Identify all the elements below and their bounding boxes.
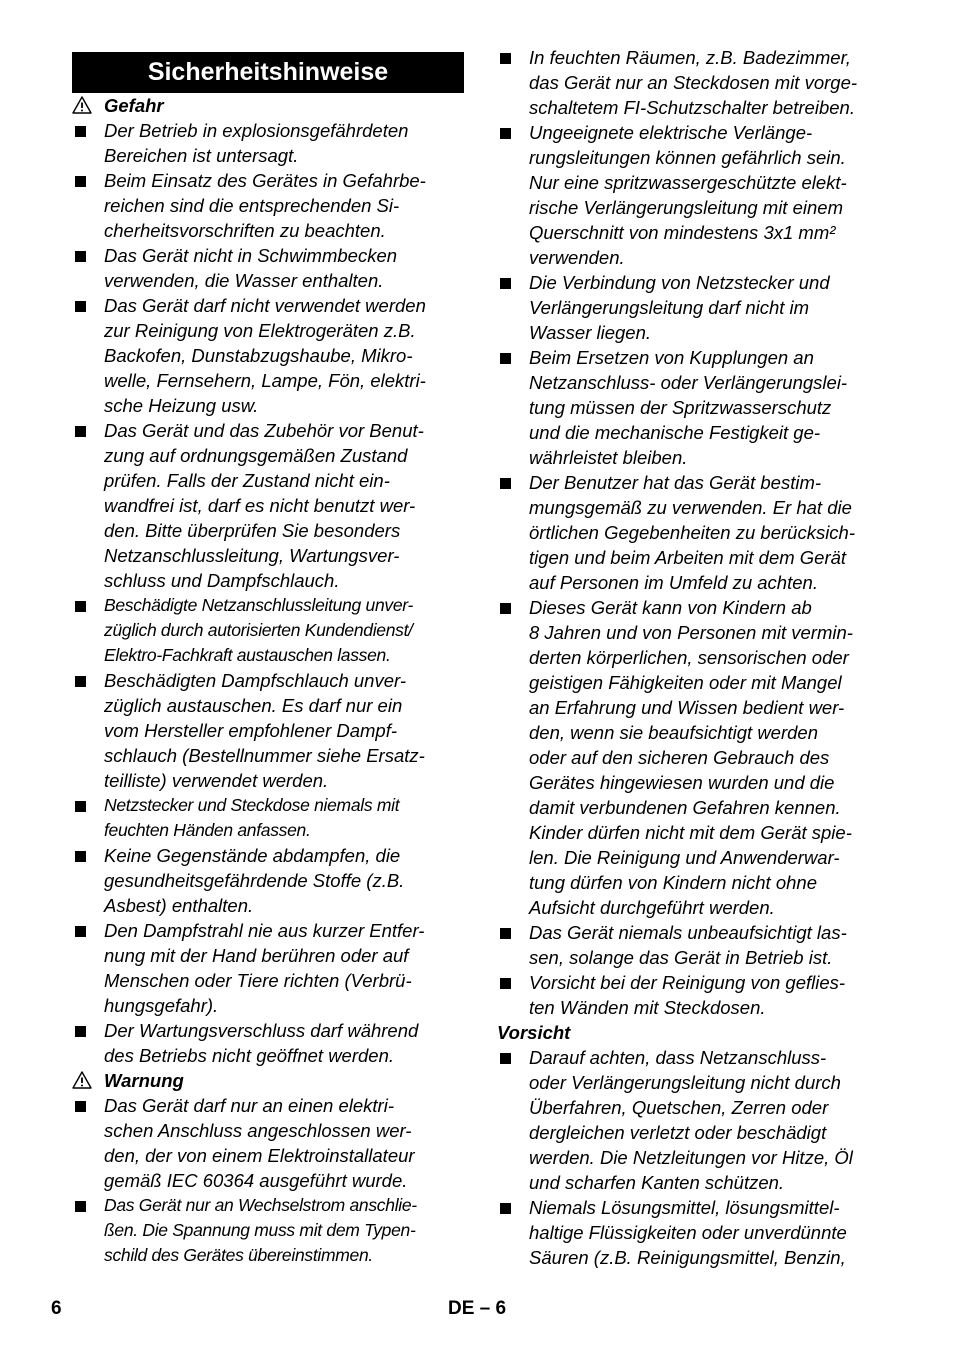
item-text-line: verwenden. [529, 247, 625, 268]
item-text-line: welle, Fernsehern, Lampe, Fön, elektri- [104, 370, 426, 391]
item-text-line: sen, solange das Gerät in Betrieb ist. [529, 947, 833, 968]
item-text-line: Vorsicht bei der Reinigung von geflies- [529, 972, 846, 993]
square-bullet-icon [75, 851, 86, 862]
page-number: 6 [51, 1298, 62, 1319]
item-text-line: züglich durch autorisierten Kundendienst/ [104, 620, 413, 640]
square-bullet-icon [75, 126, 86, 137]
item-text-line: Wasser liegen. [529, 322, 652, 343]
item-text-line: Beschädigte Netzanschlussleitung unver- [104, 595, 413, 615]
item-text-line: damit verbundenen Gefahren kennen. [529, 797, 841, 818]
page-label: DE – 6 [448, 1298, 507, 1319]
heading-text: Warnung [104, 1070, 184, 1091]
square-bullet-icon [75, 601, 86, 612]
item-text-line: zung auf ordnungsgemäßen Zustand [104, 445, 408, 466]
item-text-line: Das Gerät darf nicht verwendet werden [104, 295, 426, 316]
square-bullet-icon [500, 978, 511, 989]
item-text-line: tung müssen der Spritzwasserschutz [529, 397, 832, 418]
square-bullet-icon [500, 353, 511, 364]
item-text-line: rungsleitungen können gefährlich sein. [529, 147, 846, 168]
list-item [497, 920, 889, 970]
item-text-line: teilliste) verwendet werden. [104, 770, 329, 791]
item-text-line: nung mit der Hand berühren oder auf [104, 945, 409, 966]
list-item [72, 843, 464, 918]
list-item [72, 793, 464, 843]
list-item [497, 1045, 889, 1195]
item-text-line: oder Verlängerungsleitung nicht durch [529, 1072, 841, 1093]
item-text-line: Ungeeignete elektrische Verlänge- [529, 122, 813, 143]
item-text-line: Netzanschlussleitung, Wartungsver- [104, 545, 400, 566]
item-text-line: haltige Flüssigkeiten oder unverdünnte [529, 1222, 847, 1243]
item-text-line: Der Benutzer hat das Gerät bestim- [529, 472, 822, 493]
item-text-line: Querschnitt von mindestens 3x1 mm² [529, 222, 836, 243]
item-text-line: rische Verlängerungsleitung mit einem [529, 197, 843, 218]
item-text-line: Bereichen ist untersagt. [104, 145, 299, 166]
item-text-line: Beim Einsatz des Gerätes in Gefahrbe- [104, 170, 426, 191]
square-bullet-icon [500, 128, 511, 139]
warning-triangle-icon [72, 96, 92, 114]
list-item [497, 595, 889, 920]
item-text-line: oder auf den sicheren Gebrauch des [529, 747, 830, 768]
item-text-line: Verlängerungsleitung darf nicht im [529, 297, 810, 318]
section-heading [72, 93, 464, 118]
item-text-line: Beim Ersetzen von Kupplungen an [529, 347, 814, 368]
square-bullet-icon [75, 1101, 86, 1112]
section-heading [72, 1068, 464, 1093]
square-bullet-icon [75, 176, 86, 187]
list-item [72, 918, 464, 1018]
item-text-line: Überfahren, Quetschen, Zerren oder [529, 1097, 829, 1118]
section-title: Sicherheitshinweise [72, 52, 464, 93]
item-text-line: geistigen Fähigkeiten oder mit Mangel [529, 672, 842, 693]
square-bullet-icon [75, 1026, 86, 1037]
item-text-line: verwenden, die Wasser enthalten. [104, 270, 384, 291]
square-bullet-icon [500, 478, 511, 489]
item-text-line: derten körperlichen, sensorischen oder [529, 647, 849, 668]
item-text-line: auf Personen im Umfeld zu achten. [529, 572, 818, 593]
square-bullet-icon [500, 1203, 511, 1214]
item-text-line: den, der von einem Elektroinstallateur [104, 1145, 415, 1166]
item-text-line: den, wenn sie beaufsichtigt werden [529, 722, 818, 743]
item-text-line: Das Gerät darf nur an einen elektri- [104, 1095, 394, 1116]
item-text-line: len. Die Reinigung und Anwenderwar- [529, 847, 840, 868]
item-text-line: wandfrei ist, darf es nicht benutzt wer- [104, 495, 416, 516]
square-bullet-icon [75, 301, 86, 312]
item-text-line: Aufsicht durchgeführt werden. [529, 897, 775, 918]
item-text-line: Der Wartungsverschluss darf während [104, 1020, 419, 1041]
list-item [72, 243, 464, 293]
section-heading [497, 1020, 889, 1045]
list-item [72, 293, 464, 418]
item-text-line: Backofen, Dunstabzugshaube, Mikro- [104, 345, 413, 366]
item-text-line: vom Hersteller empfohlener Dampf- [104, 720, 398, 741]
list-item [72, 168, 464, 243]
item-text-line: Netzanschluss- oder Verlängerungslei- [529, 372, 848, 393]
list-item [72, 1018, 464, 1068]
square-bullet-icon [75, 426, 86, 437]
item-text-line: Das Gerät nicht in Schwimmbecken [104, 245, 398, 266]
item-text-line: Dieses Gerät kann von Kindern ab [529, 597, 812, 618]
left-column [72, 45, 464, 1268]
item-text-line: schluss und Dampfschlauch. [104, 570, 340, 591]
item-text-line: Säuren (z.B. Reinigungsmittel, Benzin, [529, 1247, 846, 1268]
item-text-line: cherheitsvorschriften zu beachten. [104, 220, 386, 241]
item-text-line: Asbest) enthalten. [104, 895, 254, 916]
list-item [497, 45, 889, 120]
heading-text: Gefahr [104, 95, 164, 116]
square-bullet-icon [500, 53, 511, 64]
item-text-line: hungsgefahr). [104, 995, 219, 1016]
item-text-line: Netzstecker und Steckdose niemals mit [104, 795, 400, 815]
item-text-line: prüfen. Falls der Zustand nicht ein- [104, 470, 390, 491]
item-text-line: das Gerät nur an Steckdosen mit vorge- [529, 72, 858, 93]
item-text-line: schen Anschluss angeschlossen wer- [104, 1120, 412, 1141]
square-bullet-icon [500, 603, 511, 614]
item-text-line: Darauf achten, dass Netzanschluss- [529, 1047, 827, 1068]
square-bullet-icon [75, 251, 86, 262]
item-text-line: Gerätes hingewiesen wurden und die [529, 772, 835, 793]
right-column [497, 45, 889, 1270]
square-bullet-icon [75, 676, 86, 687]
item-text-line: Das Gerät nur an Wechselstrom anschlie- [104, 1195, 417, 1215]
item-text-line: örtlichen Gegebenheiten zu berücksich- [529, 522, 855, 543]
item-text-line: schaltetem FI-Schutzschalter betreiben. [529, 97, 855, 118]
item-text-line: tigen und beim Arbeiten mit dem Gerät [529, 547, 847, 568]
item-text-line: feuchten Händen anfassen. [104, 820, 311, 840]
item-text-line: Beschädigten Dampfschlauch unver- [104, 670, 406, 691]
square-bullet-icon [75, 801, 86, 812]
list-item [72, 668, 464, 793]
list-item [497, 345, 889, 470]
item-text-line: sche Heizung usw. [104, 395, 259, 416]
list-item [72, 118, 464, 168]
item-text-line: werden. Die Netzleitungen vor Hitze, Öl [529, 1147, 853, 1168]
warning-triangle-icon [72, 1071, 92, 1089]
item-text-line: an Erfahrung und Wissen bedient wer- [529, 697, 845, 718]
item-text-line: Das Gerät niemals unbeaufsichtigt las- [529, 922, 847, 943]
list-item [72, 593, 464, 668]
square-bullet-icon [500, 278, 511, 289]
item-text-line: tung dürfen von Kindern nicht ohne [529, 872, 817, 893]
list-item [497, 270, 889, 345]
item-text-line: schild des Gerätes übereinstimmen. [104, 1245, 373, 1265]
list-item [497, 970, 889, 1020]
item-text-line: und scharfen Kanten schützen. [529, 1172, 785, 1193]
item-text-line: Das Gerät und das Zubehör vor Benut- [104, 420, 424, 441]
item-text-line: reichen sind die entsprechenden Si- [104, 195, 400, 216]
item-text-line: dergleichen verletzt oder beschädigt [529, 1122, 827, 1143]
list-item [72, 418, 464, 593]
item-text-line: Die Verbindung von Netzstecker und [529, 272, 830, 293]
item-text-line: Keine Gegenstände abdampfen, die [104, 845, 401, 866]
item-text-line: und die mechanische Festigkeit ge- [529, 422, 821, 443]
item-text-line: gemäß IEC 60364 ausgeführt wurde. [104, 1170, 408, 1191]
square-bullet-icon [500, 928, 511, 939]
item-text-line: Nur eine spritzwassergeschützte elekt- [529, 172, 847, 193]
item-text-line: ßen. Die Spannung muss mit dem Typen- [104, 1220, 416, 1240]
item-text-line: Den Dampfstrahl nie aus kurzer Entfer- [104, 920, 425, 941]
list-item [497, 470, 889, 595]
list-item [72, 1093, 464, 1193]
item-text-line: zur Reinigung von Elektrogeräten z.B. [104, 320, 416, 341]
item-text-line: schlauch (Bestellnummer siehe Ersatz- [104, 745, 425, 766]
item-text-line: In feuchten Räumen, z.B. Badezimmer, [529, 47, 851, 68]
item-text-line: den. Bitte überprüfen Sie besonders [104, 520, 401, 541]
item-text-line: Der Betrieb in explosionsgefährdeten [104, 120, 409, 141]
square-bullet-icon [500, 1053, 511, 1064]
item-text-line: ten Wänden mit Steckdosen. [529, 997, 766, 1018]
item-text-line: züglich austauschen. Es darf nur ein [104, 695, 403, 716]
item-text-line: des Betriebs nicht geöffnet werden. [104, 1045, 395, 1066]
item-text-line: 8 Jahren und von Personen mit vermin- [529, 622, 853, 643]
item-text-line: Kinder dürfen nicht mit dem Gerät spie- [529, 822, 852, 843]
item-text-line: Niemals Lösungsmittel, lösungsmittel- [529, 1197, 840, 1218]
item-text-line: währleistet bleiben. [529, 447, 688, 468]
heading-text: Vorsicht [497, 1022, 571, 1043]
square-bullet-icon [75, 926, 86, 937]
list-item [497, 120, 889, 270]
item-text-line: Elektro-Fachkraft austauschen lassen. [104, 645, 391, 665]
item-text-line: mungsgemäß zu verwenden. Er hat die [529, 497, 852, 518]
item-text-line: gesundheitsgefährdende Stoffe (z.B. [104, 870, 405, 891]
list-item [497, 1195, 889, 1270]
list-item [72, 1193, 464, 1268]
item-text-line: Menschen oder Tiere richten (Verbrü- [104, 970, 412, 991]
square-bullet-icon [75, 1201, 86, 1212]
left-column-content [72, 93, 464, 1268]
right-column-content [497, 45, 889, 1270]
